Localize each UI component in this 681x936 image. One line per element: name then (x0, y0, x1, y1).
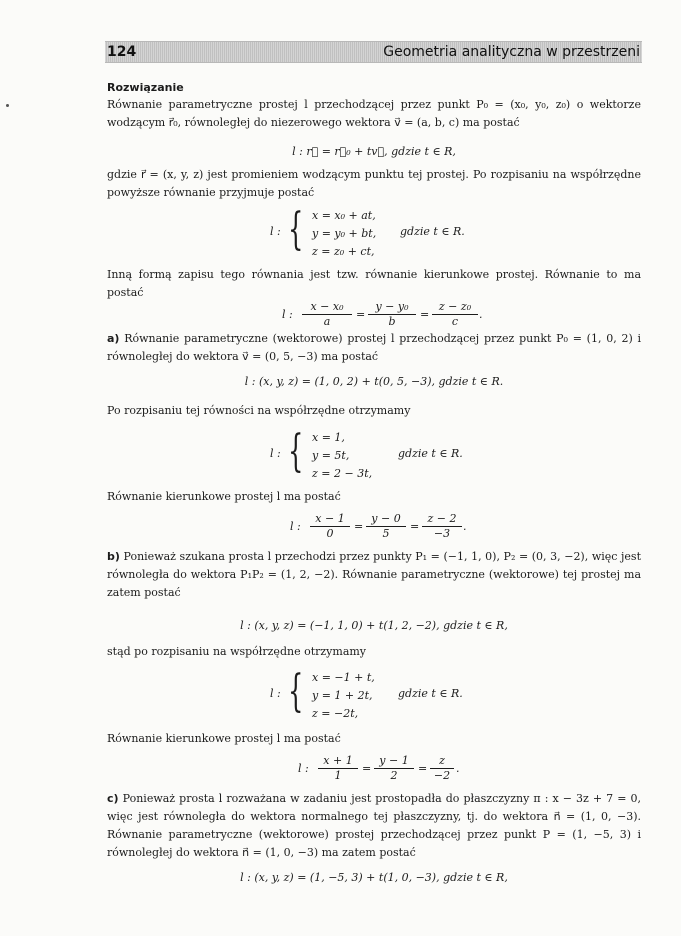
symmetric-equation-a (290, 512, 470, 544)
system-label: l : (270, 225, 281, 238)
part-b-text: Ponieważ szukana prosta l przechodzi przez punkty P₁ = (−1, 1, 0), P₂ = (0, 3, −2), więc jest równoległa do wektora P₁P₂ = (1, 2, −2). Równanie parametryczne (wektorowe) tej prostej ma zatem postać (107, 550, 641, 599)
symmetric-equation-b (298, 754, 478, 786)
intro-paragraph-3: Inną formą zapisu tego równania jest tzw. równanie kierunkowe prostej. Równanie to ma postać (107, 268, 641, 299)
equals-sign: = (362, 762, 372, 775)
system-line: x = −1 + t, (312, 671, 375, 684)
numerator: x − 1 (315, 512, 345, 525)
part-b-letter: b) (107, 550, 120, 563)
equation-label: l : (298, 762, 309, 775)
numerator: y − y₀ (375, 300, 409, 313)
equals-sign: = (410, 520, 420, 533)
system-label: l : (270, 687, 281, 700)
fraction (368, 300, 416, 329)
equals-sign: = (354, 520, 364, 533)
denominator: 1 (334, 769, 342, 782)
equals-sign: = (356, 308, 366, 321)
symmetric-equation-general (282, 300, 483, 332)
part-a-paragraph-2: Po rozpisaniu tej równości na współrzędne otrzymamy (107, 404, 411, 417)
part-a-paragraph-1 (107, 330, 641, 366)
denominator: a (323, 315, 331, 328)
numerator: z − z₀ (438, 300, 472, 313)
part-b-vector-equation: l : (x, y, z) = (−1, 1, 0) + t(1, 2, −2), gdzie t ∈ R, (240, 619, 508, 632)
numerator: z (439, 754, 445, 767)
denominator: −2 (433, 769, 451, 782)
denominator: 0 (326, 527, 334, 540)
part-b-paragraph-3: Równanie kierunkowe prostej l ma postać (107, 732, 341, 745)
fraction (422, 512, 462, 541)
section-heading: Rozwiązanie (107, 81, 184, 94)
part-c-text: Ponieważ prosta l rozważana w zadaniu jest prostopadła do płaszczyzny π : x − 3z + 7 = 0, więc jest równoległa do wektora normalnego tej płaszczyzny, tj. do wektora n⃗ = (1, 0, −3). Równanie parametryczne (wektorowe) prostej przechodzącej przez punkt P = (1, −5, 3) i równoległej do wektora n⃗ = (1, 0, −3) ma zatem postać (107, 792, 642, 859)
system-domain: gdzie t ∈ R. (398, 447, 463, 460)
numerator: x − x₀ (310, 300, 344, 313)
system-line: z = −2t, (312, 707, 359, 720)
left-brace-icon: { (288, 204, 304, 255)
system-line: y = y₀ + bt, (312, 227, 377, 240)
system-line: x = 1, (312, 431, 345, 444)
fraction (374, 754, 414, 783)
numerator: z − 2 (427, 512, 457, 525)
part-a-text: Równanie parametryczne (wektorowe) prostej l przechodzącej przez punkt P₀ = (1, 0, 2) i równoległej do wektora v⃗ = (0, 5, −3) ma postać (107, 332, 641, 363)
vector-equation: l : r⃗ = r⃗₀ + tv⃗, gdzie t ∈ R, (292, 145, 456, 158)
parametric-system-a (270, 428, 510, 484)
part-a-paragraph-3: Równanie kierunkowe prostej l ma postać (107, 490, 341, 503)
denominator: c (451, 315, 459, 328)
numerator: y − 0 (371, 512, 401, 525)
equals-sign: = (420, 308, 430, 321)
system-line: y = 1 + 2t, (312, 689, 373, 702)
numerator: x + 1 (323, 754, 353, 767)
period: . (456, 762, 460, 775)
intro-paragraph-2: gdzie r⃗ = (x, y, z) jest promieniem wodzącym punktu tej prostej. Po rozpisaniu na współrzędne powyższe równanie przyjmuje postać (107, 168, 641, 199)
running-header (105, 41, 642, 63)
left-brace-icon: { (288, 426, 304, 477)
equals-sign: = (418, 762, 428, 775)
system-domain: gdzie t ∈ R. (400, 225, 465, 238)
fraction (430, 754, 454, 783)
fraction (366, 512, 406, 541)
part-a-letter: a) (107, 332, 120, 345)
system-line: z = 2 − 3t, (312, 467, 373, 480)
denominator: 5 (382, 527, 390, 540)
fraction (310, 512, 350, 541)
period: . (479, 308, 483, 321)
system-line: y = 5t, (312, 449, 350, 462)
system-line: x = x₀ + at, (312, 209, 376, 222)
left-brace-icon: { (288, 666, 304, 717)
fraction (432, 300, 478, 329)
system-line: z = z₀ + ct, (312, 245, 375, 258)
period: . (463, 520, 467, 533)
chapter-title: Geometria analityczna w przestrzeni (383, 44, 640, 60)
numerator: y − 1 (379, 754, 409, 767)
part-c-letter: c) (107, 792, 119, 805)
denominator: −3 (433, 527, 451, 540)
system-label: l : (270, 447, 281, 460)
page-number: 124 (107, 44, 137, 60)
fraction (318, 754, 358, 783)
part-c-vector-equation: l : (x, y, z) = (1, −5, 3) + t(1, 0, −3), gdzie t ∈ R, (240, 871, 508, 884)
system-domain: gdzie t ∈ R. (398, 687, 463, 700)
margin-mark (6, 104, 9, 107)
part-c-paragraph-1 (107, 790, 641, 862)
intro-paragraph-1: Równanie parametryczne prostej l przechodzącej przez punkt P₀ = (x₀, y₀, z₀) o wektorze wodzącym r⃗₀, równoległej do niezerowego wektora v⃗ = (a, b, c) ma postać (107, 98, 641, 129)
part-a-vector-equation: l : (x, y, z) = (1, 0, 2) + t(0, 5, −3), gdzie t ∈ R. (244, 375, 504, 388)
parametric-system-general (270, 206, 510, 262)
part-b-paragraph-2: stąd po rozpisaniu na współrzędne otrzymamy (107, 645, 367, 658)
parametric-system-b (270, 668, 510, 724)
equation-label: l : (282, 308, 293, 321)
fraction (302, 300, 352, 329)
denominator: b (388, 315, 396, 328)
part-b-paragraph-1 (107, 548, 641, 602)
denominator: 2 (390, 769, 398, 782)
equation-label: l : (290, 520, 301, 533)
